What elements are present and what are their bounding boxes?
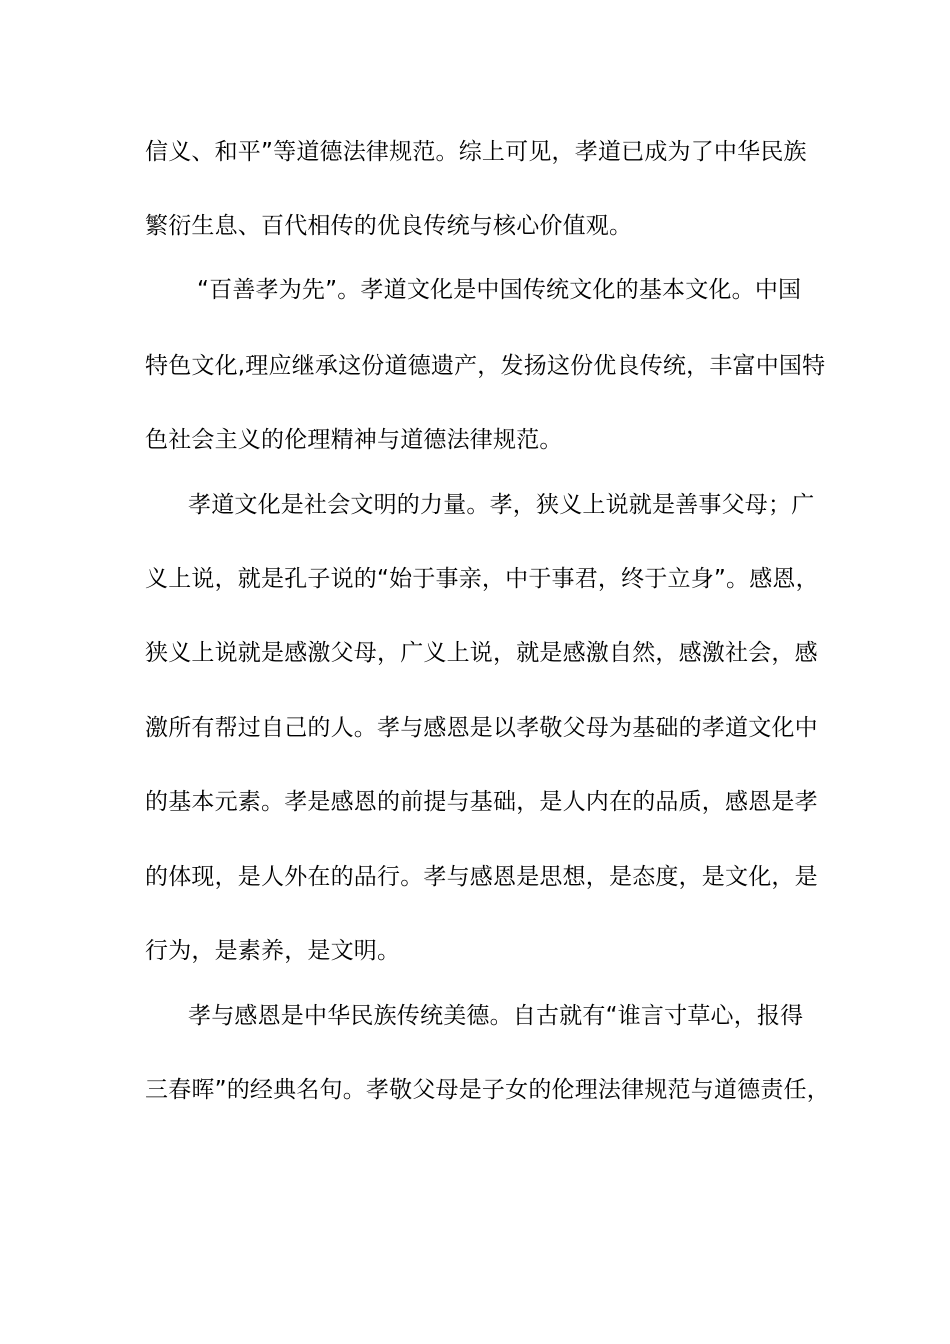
text-line-14: 三春晖”的经典名句。孝敬父母是子女的伦理法律规范与道德责任， (145, 1077, 830, 1103)
text-line-12: 行为，是素养，是文明。 (145, 938, 401, 964)
text-line-10: 的基本元素。孝是感恩的前提与基础，是人内在的品质，感恩是孝 (145, 789, 818, 815)
text-line-11: 的体现，是人外在的品行。孝与感恩是思想，是态度，是文化，是 (145, 864, 818, 890)
text-line-13: 孝与感恩是中华民族传统美德。自古就有“谁言寸草心，报得 (188, 1003, 804, 1029)
text-line-3: “百善孝为先”。孝道文化是中国传统文化的基本文化。中国 (197, 277, 802, 303)
text-line-1: 信义、和平”等道德法律规范。综上可见，孝道已成为了中华民族 (145, 139, 807, 165)
text-line-6: 孝道文化是社会文明的力量。孝，狭义上说就是善事父母；广 (188, 492, 815, 518)
text-line-8: 狭义上说就是感激父母，广义上说，就是感激自然，感激社会，感 (145, 640, 818, 666)
text-line-9: 激所有帮过自己的人。孝与感恩是以孝敬父母为基础的孝道文化中 (145, 715, 818, 741)
text-line-2: 繁衍生息、百代相传的优良传统与核心价值观。 (145, 213, 633, 239)
text-line-4: 特色文化,理应继承这份道德遗产，发扬这份优良传统，丰富中国特 (145, 353, 826, 379)
text-line-5: 色社会主义的伦理精神与道德法律规范。 (145, 427, 563, 453)
text-line-7: 义上说，就是孔子说的“始于事亲，中于事君，终于立身”。感恩， (145, 566, 819, 592)
